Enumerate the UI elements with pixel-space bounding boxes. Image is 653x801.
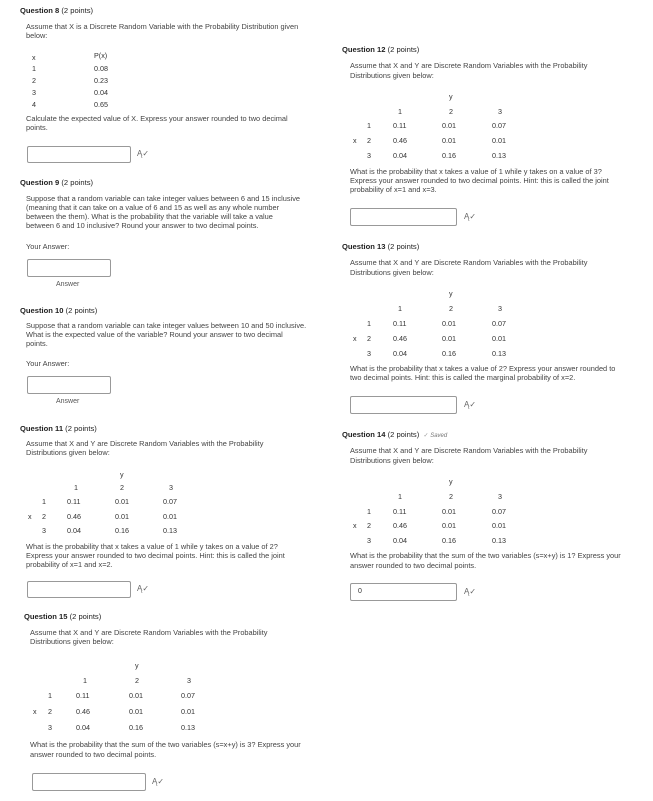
question-10-answer-input[interactable]: [27, 376, 111, 394]
col-header: 2: [449, 492, 453, 501]
col-header: 3: [169, 483, 173, 492]
row-label: 1: [367, 507, 371, 516]
row-label: 2: [42, 512, 46, 521]
question-11-prompt-line3: probability of x=1 and x=2.: [26, 560, 113, 569]
question-13-prompt-line1: What is the probability that x takes a value of 2? Express your answer rounded to: [350, 364, 616, 373]
row-label: 1: [48, 691, 52, 700]
col-header: 1: [398, 492, 402, 501]
q8-row-p: 0.23: [94, 76, 108, 85]
row-label: 1: [367, 319, 371, 328]
question-13-intro-line2: Distributions given below:: [350, 268, 434, 277]
question-10-your-answer-label: Your Answer:: [26, 359, 70, 368]
cell: 0.07: [492, 319, 506, 328]
question-13-answer-input[interactable]: [350, 396, 457, 414]
question-13-intro-line1: Assume that X and Y are Discrete Random Variables with the Probability: [350, 258, 588, 267]
cell: 0.07: [181, 691, 195, 700]
q8-row-p: 0.65: [94, 100, 108, 109]
cell: 0.46: [393, 521, 407, 530]
cell: 0.01: [129, 691, 143, 700]
row-label: 1: [367, 121, 371, 130]
question-14-intro-line2: Distributions given below:: [350, 456, 434, 465]
q8-col-p: P(x): [94, 51, 108, 60]
question-9-line1: Suppose that a random variable can take integer values between 6 and 15 inclusive: [26, 194, 301, 203]
question-12-intro-line2: Distributions given below:: [350, 71, 434, 80]
q8-row-x: 2: [32, 76, 36, 85]
spellcheck-icon[interactable]: Ą✓: [464, 587, 477, 596]
question-8-answer-input[interactable]: [27, 146, 131, 163]
question-9-answer-button[interactable]: Answer: [56, 281, 80, 288]
question-14-prompt-line2: answer rounded to two decimal points.: [350, 561, 477, 570]
cell: 0.16: [442, 349, 456, 358]
question-12-answer-input[interactable]: [350, 208, 457, 226]
question-14-prompt-line1: What is the probability that the sum of the two variables (s=x+y) is 1? Express your: [350, 551, 621, 560]
question-9-line4: between 6 and 10 inclusive? Round your answer to two decimal points.: [26, 221, 259, 230]
question-15-answer-input[interactable]: [32, 773, 146, 791]
cell: 0.01: [129, 707, 143, 716]
cell: 0.01: [442, 521, 456, 530]
q8-row-x: 4: [32, 100, 36, 109]
cell: 0.01: [492, 136, 506, 145]
question-8-prompt-line2: points.: [26, 123, 48, 132]
question-11-answer-input[interactable]: [27, 581, 131, 598]
cell: 0.13: [492, 536, 506, 545]
cell: 0.13: [163, 526, 177, 535]
col-header: 2: [120, 483, 124, 492]
question-11-intro-line1: Assume that X and Y are Discrete Random Variables with the Probability: [26, 439, 264, 448]
y-label: y: [120, 470, 124, 479]
question-10-line3: points.: [26, 339, 48, 348]
question-14-title: Question 14 (2 points) ✓ Saved: [342, 430, 448, 439]
cell: 0.04: [76, 723, 90, 732]
question-12-intro-line1: Assume that X and Y are Discrete Random Variables with the Probability: [350, 61, 588, 70]
cell: 0.16: [442, 536, 456, 545]
question-8-intro-line1: Assume that X is a Discrete Random Variable with the Probability Distribution given: [26, 22, 299, 31]
question-14-intro-line1: Assume that X and Y are Discrete Random Variables with the Probability: [350, 446, 588, 455]
question-12-prompt-line3: probability of x=1 and x=3.: [350, 185, 437, 194]
q8-row-p: 0.04: [94, 88, 108, 97]
col-header: 3: [187, 676, 191, 685]
row-label: 1: [42, 497, 46, 506]
cell: 0.01: [442, 319, 456, 328]
x-label: x: [353, 334, 357, 343]
question-9-line3: between the them). What is the probability that the variable will take a value: [26, 212, 273, 221]
spellcheck-icon[interactable]: Ą✓: [464, 212, 477, 221]
col-header: 1: [74, 483, 78, 492]
question-9-line2: (meaning that it can take on a value of 6 and 15 as well as any whole number: [26, 203, 280, 212]
question-15-prompt-line2: answer rounded to two decimal points.: [30, 750, 157, 759]
question-10-answer-button[interactable]: Answer: [56, 398, 80, 405]
col-header: 2: [449, 304, 453, 313]
spellcheck-icon[interactable]: Ą✓: [464, 400, 477, 409]
row-label: 3: [367, 349, 371, 358]
spellcheck-icon[interactable]: Ą✓: [137, 584, 150, 593]
x-label: x: [33, 707, 37, 716]
saved-indicator: ✓ Saved: [423, 433, 448, 439]
cell: 0.04: [67, 526, 81, 535]
question-8-prompt-line1: Calculate the expected value of X. Express your answer rounded to two decimal: [26, 114, 288, 123]
cell: 0.01: [181, 707, 195, 716]
question-9-title: Question 9 (2 points): [20, 178, 94, 187]
col-header: 3: [498, 492, 502, 501]
checkmark-icon: ✓: [423, 433, 429, 439]
question-9-answer-input[interactable]: [27, 259, 111, 277]
q8-row-p: 0.08: [94, 64, 108, 73]
col-header: 1: [83, 676, 87, 685]
cell: 0.07: [492, 507, 506, 516]
cell: 0.11: [393, 507, 407, 516]
cell: 0.01: [115, 512, 129, 521]
question-11-prompt-line2: Express your answer rounded to two decimal points. Hint: this is called the joint: [26, 551, 285, 560]
q8-row-x: 3: [32, 88, 36, 97]
question-15-intro-line1: Assume that X and Y are Discrete Random Variables with the Probability: [30, 628, 268, 637]
question-11-intro-line2: Distributions given below:: [26, 448, 110, 457]
y-label: y: [449, 289, 453, 298]
cell: 0.01: [442, 136, 456, 145]
question-15-intro-line2: Distributions given below:: [30, 637, 114, 646]
col-header: 3: [498, 107, 502, 116]
cell: 0.46: [76, 707, 90, 716]
question-12-prompt-line2: Express your answer rounded to two decimal points. Hint: this is called the joint: [350, 176, 609, 185]
spellcheck-icon[interactable]: Ą✓: [137, 149, 150, 158]
cell: 0.46: [393, 334, 407, 343]
cell: 0.11: [393, 121, 407, 130]
cell: 0.04: [393, 151, 407, 160]
col-header: 1: [398, 107, 402, 116]
cell: 0.04: [393, 349, 407, 358]
row-label: 2: [367, 334, 371, 343]
y-label: y: [449, 477, 453, 486]
y-label: y: [135, 661, 139, 670]
question-12-prompt-line1: What is the probability that x takes a value of 1 while y takes on a value of 3?: [350, 167, 602, 176]
question-10-line2: What is the expected value of the variable? Round your answer to two decimal: [26, 330, 283, 339]
cell: 0.01: [163, 512, 177, 521]
question-10-title: Question 10 (2 points): [20, 306, 98, 315]
cell: 0.13: [181, 723, 195, 732]
cell: 0.01: [492, 334, 506, 343]
row-label: 2: [367, 136, 371, 145]
cell: 0.01: [115, 497, 129, 506]
row-label: 2: [367, 521, 371, 530]
cell: 0.16: [129, 723, 143, 732]
question-13-prompt-line2: two decimal points. Hint: this is called the marginal probability of x=2.: [350, 373, 576, 382]
cell: 0.13: [492, 349, 506, 358]
cell: 0.13: [492, 151, 506, 160]
question-8-title: Question 8 (2 points): [20, 6, 94, 15]
question-14-answer-value: 0: [358, 588, 362, 595]
col-header: 3: [498, 304, 502, 313]
cell: 0.16: [442, 151, 456, 160]
row-label: 3: [48, 723, 52, 732]
x-label: x: [28, 512, 32, 521]
col-header: 2: [135, 676, 139, 685]
q8-col-x: x: [32, 53, 36, 62]
cell: 0.01: [442, 507, 456, 516]
cell: 0.07: [492, 121, 506, 130]
question-9-your-answer-label: Your Answer:: [26, 242, 70, 251]
row-label: 2: [48, 707, 52, 716]
cell: 0.01: [442, 121, 456, 130]
cell: 0.11: [76, 691, 90, 700]
y-label: y: [449, 92, 453, 101]
question-12-title: Question 12 (2 points): [342, 45, 420, 54]
row-label: 3: [367, 151, 371, 160]
cell: 0.16: [115, 526, 129, 535]
cell: 0.46: [393, 136, 407, 145]
cell: 0.07: [163, 497, 177, 506]
question-15-prompt-line1: What is the probability that the sum of the two variables (s=x+y) is 3? Express your: [30, 740, 301, 749]
question-8-intro-line2: below:: [26, 31, 48, 40]
cell: 0.04: [393, 536, 407, 545]
q8-row-x: 1: [32, 64, 36, 73]
question-15-title: Question 15 (2 points): [24, 612, 102, 621]
cell: 0.46: [67, 512, 81, 521]
x-label: x: [353, 521, 357, 530]
question-13-title: Question 13 (2 points): [342, 242, 420, 251]
cell: 0.01: [492, 521, 506, 530]
col-header: 1: [398, 304, 402, 313]
question-14-answer-input[interactable]: [350, 583, 457, 601]
cell: 0.01: [442, 334, 456, 343]
cell: 0.11: [393, 319, 407, 328]
col-header: 2: [449, 107, 453, 116]
x-label: x: [353, 136, 357, 145]
question-11-prompt-line1: What is the probability that x takes a value of 1 while y takes on a value of 2?: [26, 542, 278, 551]
question-11-title: Question 11 (2 points): [20, 424, 97, 433]
spellcheck-icon[interactable]: Ą✓: [152, 777, 165, 786]
cell: 0.11: [67, 497, 81, 506]
question-10-line1: Suppose that a random variable can take integer values between 10 and 50 inclusive.: [26, 321, 307, 330]
row-label: 3: [367, 536, 371, 545]
row-label: 3: [42, 526, 46, 535]
